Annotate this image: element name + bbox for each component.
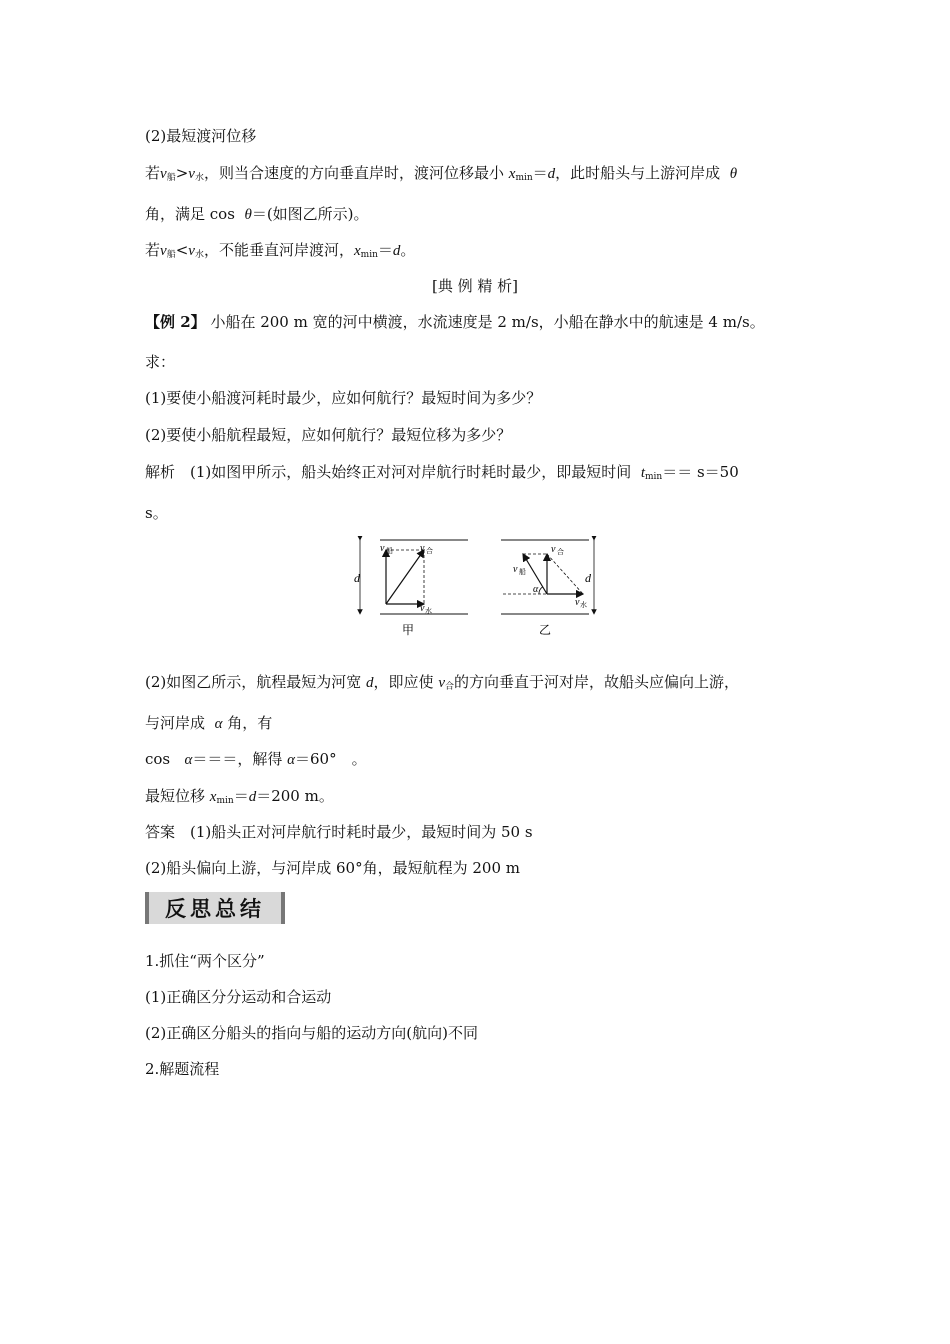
var-d: d	[392, 243, 401, 259]
subsection-heading: (2)最短渡河位移	[145, 127, 257, 145]
var-alpha: α	[287, 752, 295, 768]
solution-line-2b	[145, 713, 272, 734]
var-x: x	[508, 166, 516, 182]
label-v-ship: v	[380, 543, 385, 554]
var-theta: θ	[244, 207, 252, 223]
solution-line-1b: s。	[145, 504, 168, 522]
text: 角，有	[227, 714, 273, 732]
text: ＝(如图乙所示)。	[251, 205, 369, 223]
var-v: v	[160, 166, 167, 182]
caption-jia: 甲	[401, 623, 415, 637]
label-v-water: v	[420, 603, 425, 614]
label-v-ship-sub: 船	[386, 547, 393, 555]
text: ＝200 m。	[256, 787, 334, 805]
var-x: x	[209, 789, 217, 805]
label-v-water-sub: 水	[580, 601, 587, 609]
example-line-1	[145, 312, 765, 332]
label-v-water: v	[575, 597, 580, 608]
text: 小船在 200 m 宽的河中横渡，水流速度是 2 m/s，小船在静水中的航速是 4 m/s。	[205, 313, 765, 331]
section-title: [典 例 精 析]	[431, 277, 518, 295]
var-d: d	[248, 789, 257, 805]
var-d: d	[366, 675, 374, 691]
label-v-res: v	[420, 543, 425, 554]
text: ，即应使	[373, 673, 434, 691]
solution-line-1	[145, 462, 739, 487]
label-v-res: v	[551, 544, 556, 555]
label-v-ship-sub: 船	[519, 568, 526, 576]
label-v-res-sub: 合	[557, 548, 564, 556]
condition-line-2	[145, 240, 415, 265]
reflection-point-1: 1.抓住“两个区分”	[145, 952, 265, 970]
reflection-point-4: 2.解题流程	[145, 1060, 220, 1078]
text: 。	[400, 241, 416, 259]
caption-yi: 乙	[538, 623, 552, 637]
text: ＝	[377, 241, 393, 259]
figure-yi	[495, 536, 605, 640]
label-alpha: α	[533, 584, 539, 595]
text: 与河岸成	[145, 714, 206, 732]
text: ＝＝＝，解得	[192, 750, 283, 768]
text: cos	[145, 750, 171, 768]
sub: 船	[166, 250, 176, 260]
text: ＝	[532, 164, 548, 182]
var-t: t	[640, 465, 645, 481]
label-v-ship: v	[513, 564, 518, 575]
label-d: d	[585, 571, 591, 585]
figure-jia	[350, 536, 475, 640]
var-d: d	[547, 166, 556, 182]
solution-line-2d	[145, 786, 334, 811]
var-v: v	[188, 166, 195, 182]
sub: min	[360, 250, 378, 260]
example-tag: 【例 2】	[145, 313, 206, 331]
text: ，则当合速度的方向垂直岸时，渡河位移最小	[203, 164, 504, 182]
sub: 合	[445, 682, 455, 692]
var-v: v	[160, 243, 167, 259]
var-x: x	[353, 243, 361, 259]
text: 解析 (1)如图甲所示，船头始终正对河对岸航行时耗时最少，即最短时间	[145, 463, 632, 481]
solution-line-2	[145, 672, 739, 697]
vector-resultant	[386, 550, 424, 604]
condition-line-1	[145, 163, 737, 188]
var-v: v	[188, 243, 195, 259]
var-alpha: α	[184, 752, 193, 768]
var-theta: θ	[729, 166, 738, 182]
question-1: (1)要使小船渡河耗时最少，应如何航行？最短时间为多少？	[145, 389, 542, 407]
text: ＝＝ s＝50	[662, 463, 739, 481]
sub: 水	[194, 250, 204, 260]
angle-arc	[539, 587, 543, 594]
dashed-diag	[547, 554, 583, 594]
text: (2)如图乙所示，航程最短为河宽	[145, 673, 362, 691]
text: ＝60° 。	[295, 750, 367, 768]
example-line-2: 求：	[145, 353, 176, 371]
sub: 船	[166, 173, 176, 183]
sub: min	[644, 472, 663, 482]
solution-line-2c	[145, 749, 367, 770]
text: 的方向垂直于河对岸，故船头应偏向上游，	[454, 673, 740, 691]
label-d: d	[354, 571, 360, 585]
text: 若	[145, 241, 161, 259]
text: ，不能垂直河岸渡河，	[203, 241, 354, 259]
var-v: v	[438, 675, 445, 691]
label-v-water-sub: 水	[425, 607, 432, 615]
reflection-point-3: (2)正确区分船头的指向与船的运动方向(航向)不同	[145, 1024, 478, 1042]
question-2: (2)要使小船航程最短，应如何航行？最短位移为多少？	[145, 426, 512, 444]
sub: min	[515, 173, 533, 183]
sub: 水	[194, 173, 204, 183]
text: 角，满足 cos	[145, 205, 235, 223]
sub: min	[216, 796, 234, 806]
reflection-banner	[145, 892, 285, 924]
text: <	[175, 241, 189, 259]
answer-line-2: (2)船头偏向上游，与河岸成 60°角，最短航程为 200 m	[145, 859, 520, 877]
text: ，此时船头与上游河岸成	[555, 164, 721, 182]
text: >	[175, 164, 189, 182]
var-alpha: α	[214, 716, 223, 732]
text: ＝	[233, 787, 249, 805]
label-v-res-sub: 合	[426, 547, 433, 555]
answer-line-1: 答案 (1)船头正对河岸航行时耗时最少，最短时间为 50 s	[145, 823, 533, 841]
condition-line-1b	[145, 204, 369, 225]
text: 若	[145, 164, 161, 182]
reflection-title: 反思总结	[165, 897, 265, 921]
text: 最短位移	[145, 787, 206, 805]
reflection-point-2: (1)正确区分分运动和合运动	[145, 988, 332, 1006]
